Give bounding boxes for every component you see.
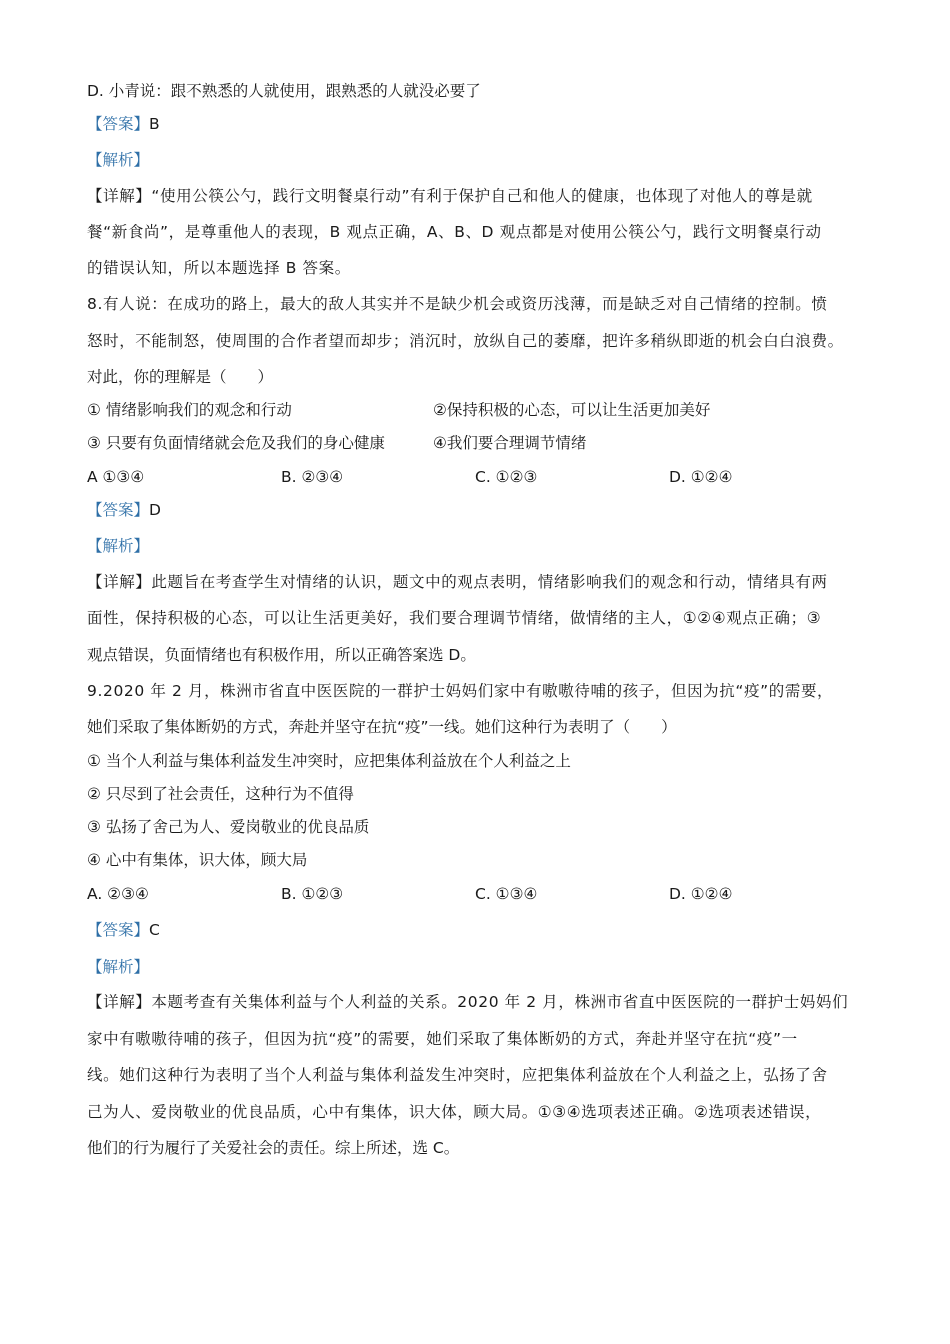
detail-text: “使用公筷公勺，践行文明餐桌行动”有利于保护自己和他人的健康，也体现了对他人的尊是就 [151,187,813,205]
q8-statement: ① 情绪影响我们的观念和行动 [87,401,292,419]
q7-detail-line: 的错误认知，所以本题选择 B 答案。 [87,259,351,277]
q9-statement: ③ 弘扬了舍己为人、爱岗敬业的优良品质 [87,818,370,836]
q8-stem-line: 对此，你的理解是（ ） [87,368,274,386]
q9-option-d: D. ①②④ [669,885,733,903]
q9-statement: ① 当个人利益与集体利益发生冲突时，应把集体利益放在个人利益之上 [87,752,571,770]
q8-statement: ④我们要合理调节情绪 [433,434,587,452]
q9-statement: ④ 心中有集体，识大体，顾大局 [87,851,308,869]
q8-analysis-tag: 【解析】 [87,537,150,555]
q9-analysis-tag: 【解析】 [87,958,150,976]
q8-option-b: B. ②③④ [281,468,344,486]
q7-option-d: D. 小青说：跟不熟悉的人就使用，跟熟悉的人就没必要了 [87,82,481,100]
answer-value: B [149,115,160,133]
q7-detail-line [87,186,813,206]
q7-detail-line: 餐“新食尚”，是尊重他人的表现，B 观点正确，A、B、D 观点都是对使用公筷公勺，践行文明餐桌行动 [87,223,822,241]
q8-statement: ②保持积极的心态，可以让生活更加美好 [433,401,711,419]
q8-answer-row [87,500,161,520]
q7-analysis-tag: 【解析】 [87,151,150,169]
q9-option-a: A. ②③④ [87,885,149,903]
q9-option-c: C. ①③④ [475,885,538,903]
q8-stem-line: 8.有人说：在成功的路上，最大的敌人其实并不是缺少机会或资历浅薄，而是缺乏对自己情绪的控制。愤 [87,295,828,313]
detail-tag: 【详解】 [87,187,152,205]
q9-statement: ② 只尽到了社会责任，这种行为不值得 [87,785,354,803]
detail-tag: 【详解】 [87,573,152,591]
answer-tag: 【答案】 [87,501,150,519]
detail-text: 本题考查有关集体利益与个人利益的关系。2020 年 2 月，株洲市省直中医医院的一群护士妈妈们 [151,993,849,1011]
q8-option-c: C. ①②③ [475,468,538,486]
q9-detail-line [87,992,848,1012]
q9-stem-line: 她们采取了集体断奶的方式，奔赴并坚守在抗“疫”一线。她们这种行为表明了（ ） [87,718,677,736]
answer-tag: 【答案】 [87,921,150,939]
q9-stem-line: 9.2020 年 2 月，株洲市省直中医医院的一群护士妈妈们家中有嗷嗷待哺的孩子，但因为抗“疫”的需要， [87,682,834,700]
q9-option-b: B. ①②③ [281,885,344,903]
detail-text: 此题旨在考查学生对情绪的认识，题文中的观点表明，情绪影响我们的观念和行动，情绪具有两 [151,573,828,591]
q9-answer-row [87,920,160,940]
q8-detail-line: 面性，保持积极的心态，可以让生活更美好，我们要合理调节情绪，做情绪的主人，①②④观点正确；③ [87,609,822,627]
q9-detail-line: 己为人、爱岗敬业的优良品质，心中有集体，识大体，顾大局。①③④选项表述正确。②选项表述错误， [87,1103,822,1121]
answer-value: C [149,921,160,939]
q9-detail-line: 线。她们这种行为表明了当个人利益与集体利益发生冲突时，应把集体利益放在个人利益之上，弘扬了舍 [87,1066,828,1084]
answer-tag: 【答案】 [87,115,150,133]
answer-value: D [149,501,161,519]
q8-stem-line: 怒时，不能制怒，使周围的合作者望而却步；消沉时，放纵自己的萎靡，把许多稍纵即逝的机会白白浪费。 [87,332,844,350]
q8-detail-line [87,572,828,592]
q8-detail-line: 观点错误，负面情绪也有积极作用，所以正确答案选 D。 [87,646,476,664]
q8-statement: ③ 只要有负面情绪就会危及我们的身心健康 [87,434,385,452]
q8-option-a: A ①③④ [87,468,145,486]
q9-detail-line: 家中有嗷嗷待哺的孩子，但因为抗“疫”的需要，她们采取了集体断奶的方式，奔赴并坚守在抗“疫”一 [87,1030,798,1048]
q9-detail-line: 他们的行为履行了关爱社会的责任。综上所述，选 C。 [87,1139,460,1157]
q7-answer-row [87,114,160,134]
q8-option-d: D. ①②④ [669,468,733,486]
detail-tag: 【详解】 [87,993,152,1011]
